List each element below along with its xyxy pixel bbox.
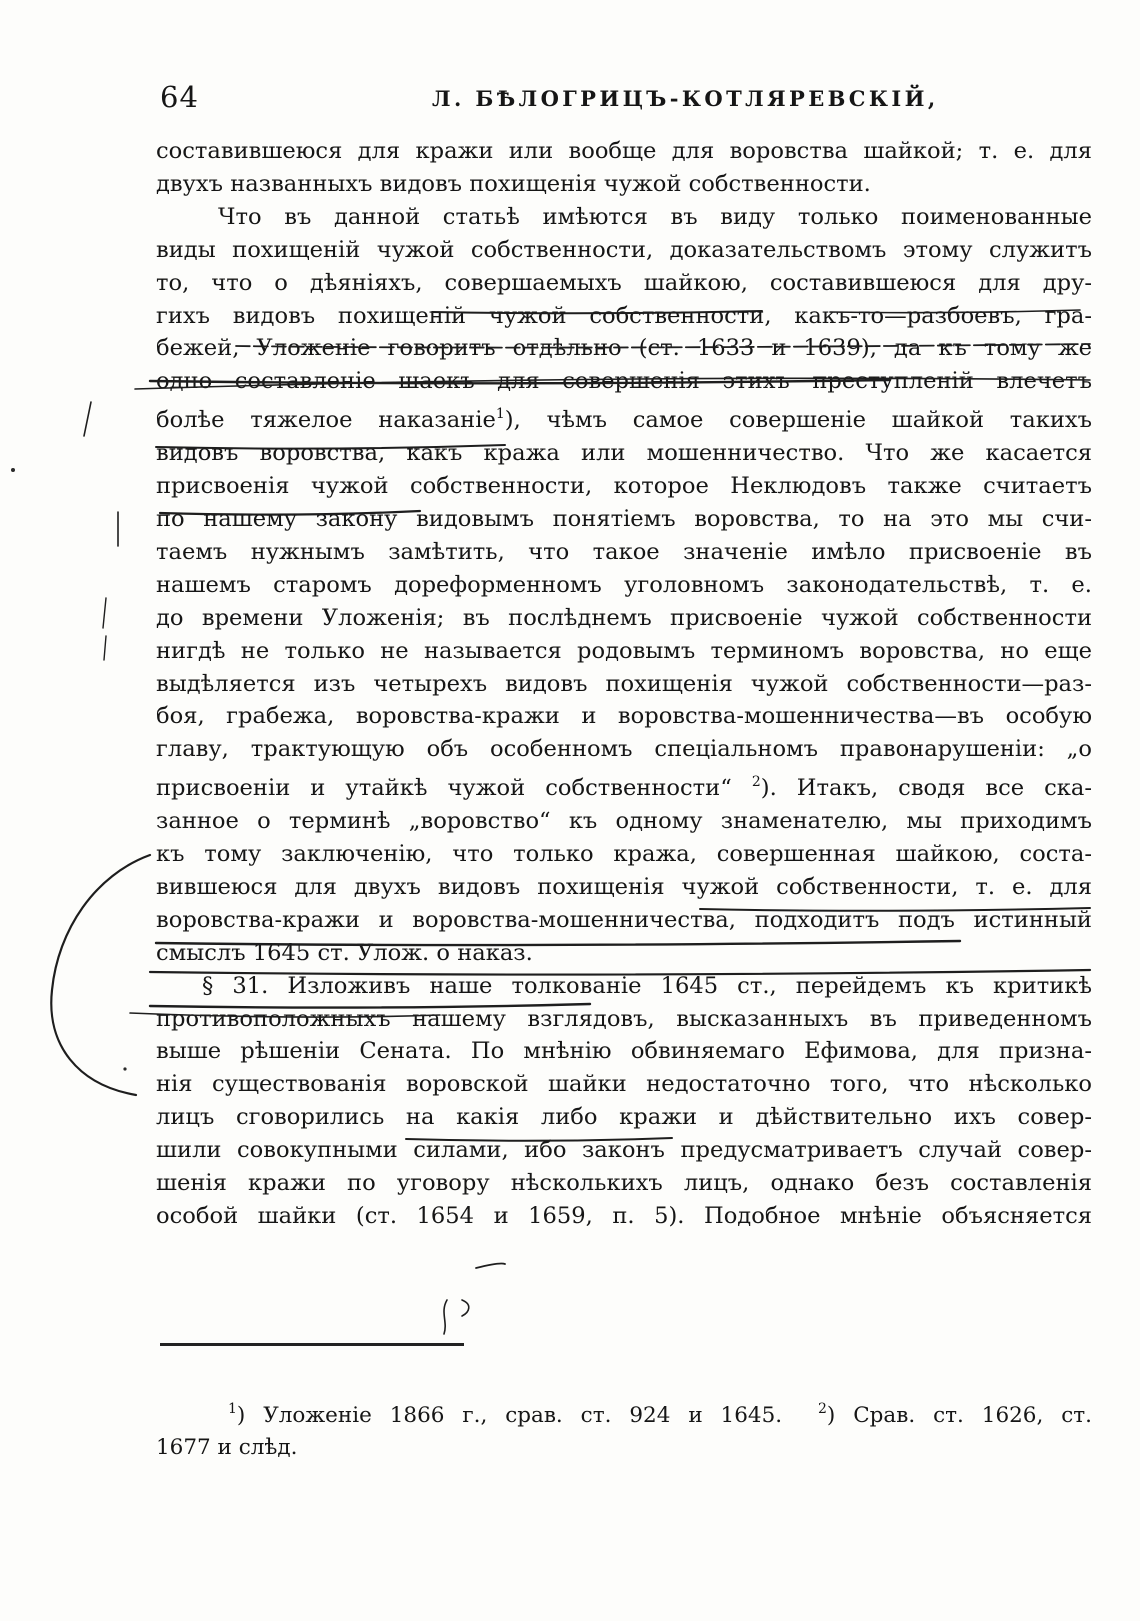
text-line: выше рѣшеніи Сената. По мнѣнію обвиняемаго Ефимова, для призна- bbox=[156, 1038, 1092, 1065]
body-text bbox=[156, 135, 1092, 1233]
footnote-mark-1: 1 bbox=[228, 1401, 237, 1417]
footnote-divider bbox=[160, 1343, 464, 1346]
text-line: бежей, Уложеніе говоритъ отдѣльно (ст. 1633 и 1639), да къ тому же bbox=[156, 335, 1092, 362]
text-line: боя, грабежа, воровства-кражи и воровства-мошенничества—въ особую bbox=[156, 703, 1092, 730]
text-fragment: присвоеніи и утайкѣ чужой собственности“ bbox=[156, 775, 732, 802]
page-number: 64 bbox=[160, 80, 199, 114]
pencil-scribble bbox=[444, 1300, 469, 1334]
text-line: по нашему закону видовымъ понятіемъ воровства, то на это мы счи- bbox=[156, 505, 1092, 532]
text-line: воровства-кражи и воровства-мошенничества, подходитъ подъ истинный bbox=[156, 906, 1092, 933]
footnote-line: 1677 и слѣд. bbox=[156, 1435, 298, 1460]
pencil-underline bbox=[476, 1264, 505, 1269]
footnote-line bbox=[156, 1393, 1092, 1432]
running-head: Л. БѢЛОГРИЦЪ-КОТЛЯРЕВСКІЙ, bbox=[432, 86, 939, 111]
text-line: шили совокупными силами, ибо законъ предусматриваетъ случай совер- bbox=[156, 1137, 1092, 1164]
text-fragment: ). Итакъ, сводя все ска- bbox=[760, 775, 1093, 802]
footnotes bbox=[156, 1393, 1092, 1464]
text-line: составившеюся для кражи или вообще для воровства шайкой; т. е. для bbox=[156, 138, 1092, 164]
text-line: присвоенія чужой собственности, которое Неклюдовъ также считаетъ bbox=[156, 473, 1092, 500]
margin-tick bbox=[84, 402, 91, 436]
text-line: одно составленіе шаекъ для совершенія этихъ преступленій влечетъ bbox=[156, 368, 1092, 395]
section-heading-line: § 31. Изложивъ наше толкованіе 1645 ст., перейдемъ къ критикѣ bbox=[202, 972, 1092, 999]
text-line: противоположныхъ нашему взглядовъ, высказанныхъ въ приведенномъ bbox=[156, 1005, 1092, 1032]
text-line: выдѣляется изъ четырехъ видовъ похищенія чужой собственности—раз- bbox=[156, 670, 1092, 697]
footnote-ref-1: 1 bbox=[495, 406, 505, 423]
text-line: шенія кражи по уговору нѣсколькихъ лицъ, однако безъ составленія bbox=[156, 1170, 1092, 1197]
text-fragment: ), чѣмъ самое совершеніе шайкой такихъ bbox=[504, 407, 1092, 434]
text-line: главу, трактующую объ особенномъ спеціальномъ правонарушеніи: „о bbox=[156, 736, 1092, 763]
text-fragment: болѣе тяжелое наказаніе bbox=[156, 407, 496, 434]
footnote-text: ) Срав. ст. 1626, ст. bbox=[826, 1403, 1093, 1428]
text-line: гихъ видовъ похищеній чужой собственности, какъ-то—разбоевъ, гра- bbox=[156, 302, 1092, 329]
footnote-ref-2: 2 bbox=[751, 774, 761, 791]
margin-bracket bbox=[51, 855, 150, 1095]
text-line: смыслъ 1645 ст. Улож. о наказ. bbox=[156, 939, 533, 966]
text-line: до времени Уложенія; въ послѣднемъ присвоеніе чужой собственности bbox=[156, 604, 1092, 631]
text-line: Что въ данной статьѣ имѣются въ виду только поименованные bbox=[218, 203, 1092, 230]
text-line: видовъ воровства, какъ кража или мошенничество. Что же касается bbox=[156, 440, 1092, 467]
text-line: то, что о дѣяніяхъ, совершаемыхъ шайкою, составившеюся для дру- bbox=[156, 269, 1092, 296]
margin-tick bbox=[104, 636, 106, 660]
text-line: занное о терминѣ „воровство“ къ одному знаменателю, мы приходимъ bbox=[156, 808, 1092, 835]
page-header bbox=[160, 76, 1090, 116]
footnote-mark-2: 2 bbox=[817, 1401, 827, 1417]
text-line: таемъ нужнымъ замѣтить, что такое значеніе имѣло присвоеніе въ bbox=[156, 538, 1092, 565]
text-line: виды похищеній чужой собственности, доказательствомъ этому служитъ bbox=[156, 236, 1092, 263]
margin-dot bbox=[123, 1067, 126, 1070]
text-line: къ тому заключенію, что только кража, совершенная шайкою, соста- bbox=[156, 841, 1092, 868]
margin-dot bbox=[11, 468, 15, 472]
text-line: нашемъ старомъ дореформенномъ уголовномъ законодательствѣ, т. е. bbox=[156, 571, 1092, 598]
footnote-text: ) Уложеніе 1866 г., срав. ст. 924 и 1645. bbox=[236, 1403, 783, 1428]
text-line: лицъ сговорились на какія либо кражи и дѣйствительно ихъ совер- bbox=[156, 1104, 1092, 1131]
text-line: особой шайки (ст. 1654 и 1659, п. 5). Подобное мнѣніе объясняется bbox=[156, 1203, 1092, 1229]
margin-tick bbox=[103, 598, 106, 628]
text-line: вившеюся для двухъ видовъ похищенія чужой собственности, т. е. для bbox=[156, 873, 1092, 900]
text-line bbox=[156, 766, 1092, 805]
text-line: двухъ названныхъ видовъ похищенія чужой собственности. bbox=[156, 170, 871, 197]
text-line: нія существованія воровской шайки недостаточно того, что нѣсколько bbox=[156, 1071, 1092, 1098]
text-line bbox=[156, 398, 1092, 437]
text-line: нигдѣ не только не называется родовымъ терминомъ воровства, но еще bbox=[156, 637, 1092, 664]
